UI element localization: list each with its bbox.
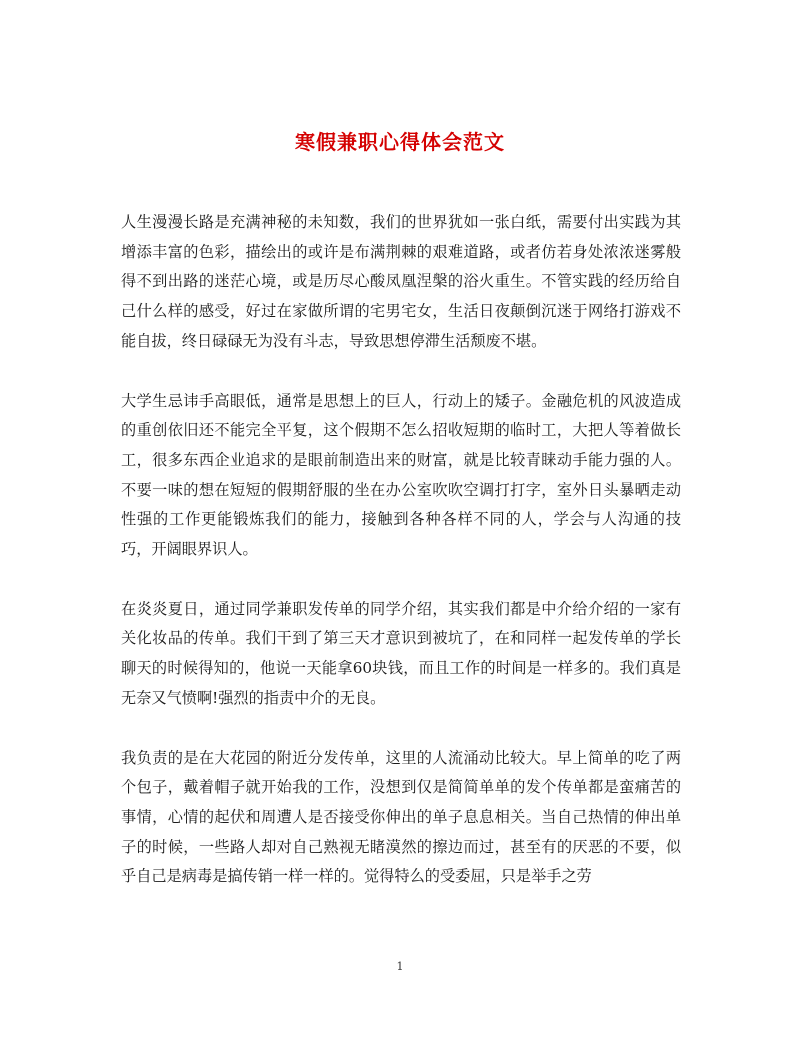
document-title: 寒假兼职心得体会范文 <box>295 130 505 155</box>
page-number: 1 <box>396 960 404 973</box>
document-body <box>121 208 681 922</box>
paragraph-4: 我负责的是在大花园的附近分发传单，这里的人流涌动比较大。早上简单的吃了两个包子，戴着帽子就开始我的工作，没想到仅是简简单单的发个传单都是蛮痛苦的事情，心情的起伏和周遭人是否接受你伸出的单子息息相关。当自己热情的伸出单子的时候，一些路人却对自己熟视无睹漠然的擦边而过，甚至有的厌恶的不要，似乎自己是病毒是搞传销一样一样的。觉得特么的受委屈，只是举手之劳 <box>121 748 681 886</box>
paragraph-3: 在炎炎夏日，通过同学兼职发传单的同学介绍，其实我们都是中介给介绍的一家有关化妆品的传单。我们干到了第三天才意识到被坑了，在和同样一起发传单的学长聊天的时候得知的，他说一天能拿60块钱，而且工作的时间是一样多的。我们真是无奈又气愤啊!强烈的指责中介的无良。 <box>121 599 681 707</box>
paragraph-1: 人生漫漫长路是充满神秘的未知数，我们的世界犹如一张白纸，需要付出实践为其增添丰富的色彩，描绘出的或许是布满荆棘的艰难道路，或者仿若身处浓浓迷雾般得不到出路的迷茫心境，或是历尽心酸凤凰涅槃的浴火重生。不管实践的经历给自己什么样的感受，好过在家做所谓的宅男宅女，生活日夜颠倒沉迷于网络打游戏不能自拔，终日碌碌无为没有斗志，导致思想停滞生活颓废不堪。 <box>121 213 681 350</box>
paragraph-2: 大学生忌讳手高眼低，通常是思想上的巨人，行动上的矮子。金融危机的风波造成的重创依旧还不能完全平复，这个假期不怎么招收短期的临时工，大把人等着做长工，很多东西企业追求的是眼前制造出来的财富，就是比较青睐动手能力强的人。不要一味的想在短短的假期舒服的坐在办公室吹吹空调打打字，室外日头暴晒走动性强的工作更能锻炼我们的能力，接触到各种各样不同的人，学会与人沟通的技巧，开阔眼界识人。 <box>121 391 681 559</box>
